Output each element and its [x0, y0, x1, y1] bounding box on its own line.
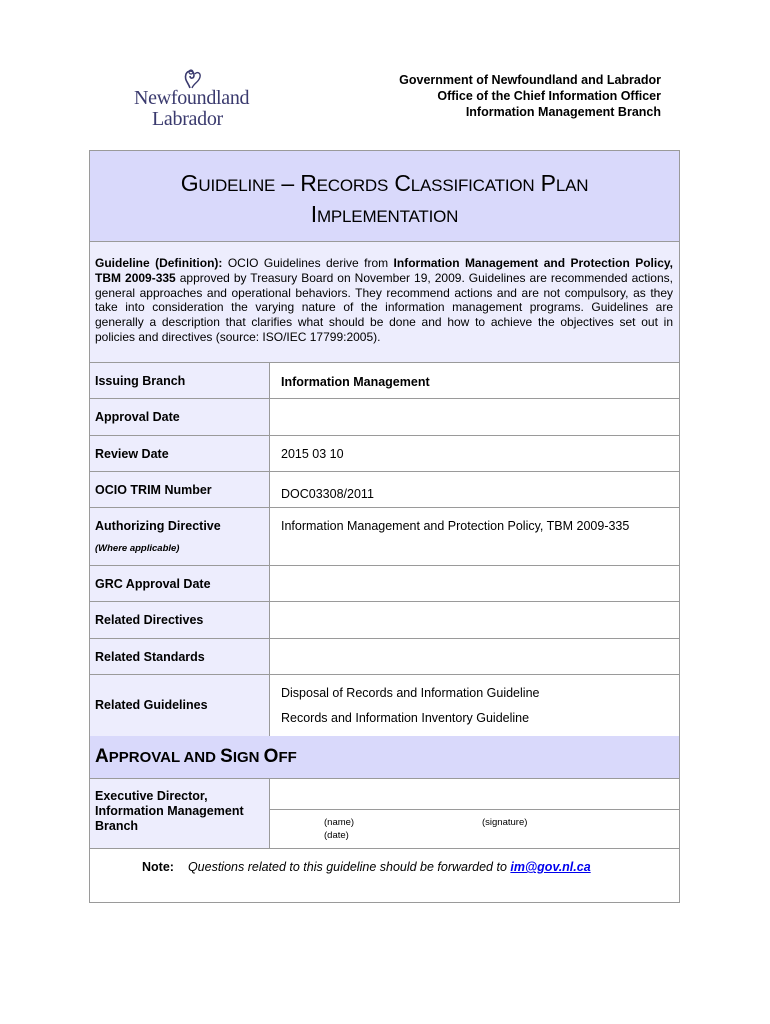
document-title-line1: GUIDELINE – RECORDS CLASSIFICATION PLAN: [180, 170, 589, 196]
logo-text-newfoundland: Newfoundland: [134, 87, 250, 109]
label-issuing-branch: Issuing Branch: [90, 363, 270, 398]
note: [142, 860, 591, 874]
definition-label: Guideline (Definition):: [95, 256, 223, 270]
row-authorizing-directive: [90, 508, 679, 566]
note-label: Note:: [142, 860, 174, 874]
guideline-document-table: [89, 150, 680, 903]
approval-sign-off-heading: APPROVAL AND SIGN OFF: [95, 746, 297, 767]
value-issuing-branch: Information Management: [281, 375, 430, 389]
value-related-guideline-2: Records and Information Inventory Guideline: [281, 711, 530, 725]
header-line-office: Office of the Chief Information Officer: [437, 89, 661, 103]
row-issuing-branch: [90, 363, 679, 399]
definition-text-1: OCIO Guidelines derive from: [222, 256, 394, 270]
label-grc-approval-date: GRC Approval Date: [90, 566, 270, 601]
signoff-row: [90, 779, 679, 849]
government-header: [399, 72, 661, 120]
label-related-guidelines: Related Guidelines: [90, 675, 270, 736]
signer-title: [90, 779, 270, 848]
row-related-standards: [90, 639, 679, 675]
document-title-line2: IMPLEMENTATION: [310, 201, 459, 227]
label-approval-date: Approval Date: [90, 399, 270, 435]
definition-text-2: approved by Treasury Board on November 19, 2009. Guidelines are recommended actions, general approaches and operational behaviors. They recommend actions and are not compulsory, as they take into consideration the varying nature of the information management programs. Guidelines are generally a description that clarifies what should be done and how to achieve the objectives set out in policies and directives (source: ISO/IEC 17799:2005).: [95, 270, 673, 344]
title-band: [90, 151, 679, 242]
signature-line: [270, 809, 679, 810]
signer-title-line3: Branch: [95, 819, 139, 833]
label-related-standards: Related Standards: [90, 639, 270, 674]
newfoundland-labrador-logo: [132, 68, 252, 130]
signature-caption: (signature): [482, 817, 528, 828]
label-authorizing-directive-text: Authorizing Directive: [95, 519, 221, 533]
value-related-guideline-1: Disposal of Records and Information Guideline: [281, 686, 540, 700]
guideline-definition: [90, 242, 679, 363]
note-text: Questions related to this guideline should be forwarded to: [187, 860, 511, 874]
signer-title-line2: Information Management: [95, 804, 244, 818]
header-line-government: Government of Newfoundland and Labrador: [399, 73, 661, 87]
value-authorizing-directive: Information Management and Protection Policy, TBM 2009-335: [281, 519, 630, 533]
row-trim-number: [90, 472, 679, 508]
definition-policy-name: Information Management and Protection Policy, TBM 2009-335: [95, 256, 673, 285]
header-line-branch: Information Management Branch: [465, 105, 661, 119]
logo-text-labrador: Labrador: [152, 108, 223, 130]
date-caption: (date): [324, 830, 349, 841]
label-related-directives: Related Directives: [90, 602, 270, 638]
value-trim-number: DOC03308/2011: [281, 487, 374, 501]
value-review-date: 2015 03 10: [281, 447, 344, 461]
row-related-directives: [90, 602, 679, 639]
row-related-guidelines: [90, 675, 679, 736]
label-authorizing-directive: [90, 508, 270, 565]
label-trim-number: OCIO TRIM Number: [90, 472, 270, 507]
approval-sign-off-band: [90, 736, 679, 779]
label-where-applicable: (Where applicable): [95, 543, 180, 554]
name-caption: (name): [324, 817, 355, 828]
row-grc-approval-date: [90, 566, 679, 602]
signer-title-line1: Executive Director,: [95, 789, 208, 803]
label-review-date: Review Date: [90, 436, 270, 471]
email-link[interactable]: im@gov.nl.ca: [510, 860, 591, 874]
row-approval-date: [90, 399, 679, 436]
row-review-date: [90, 436, 679, 472]
